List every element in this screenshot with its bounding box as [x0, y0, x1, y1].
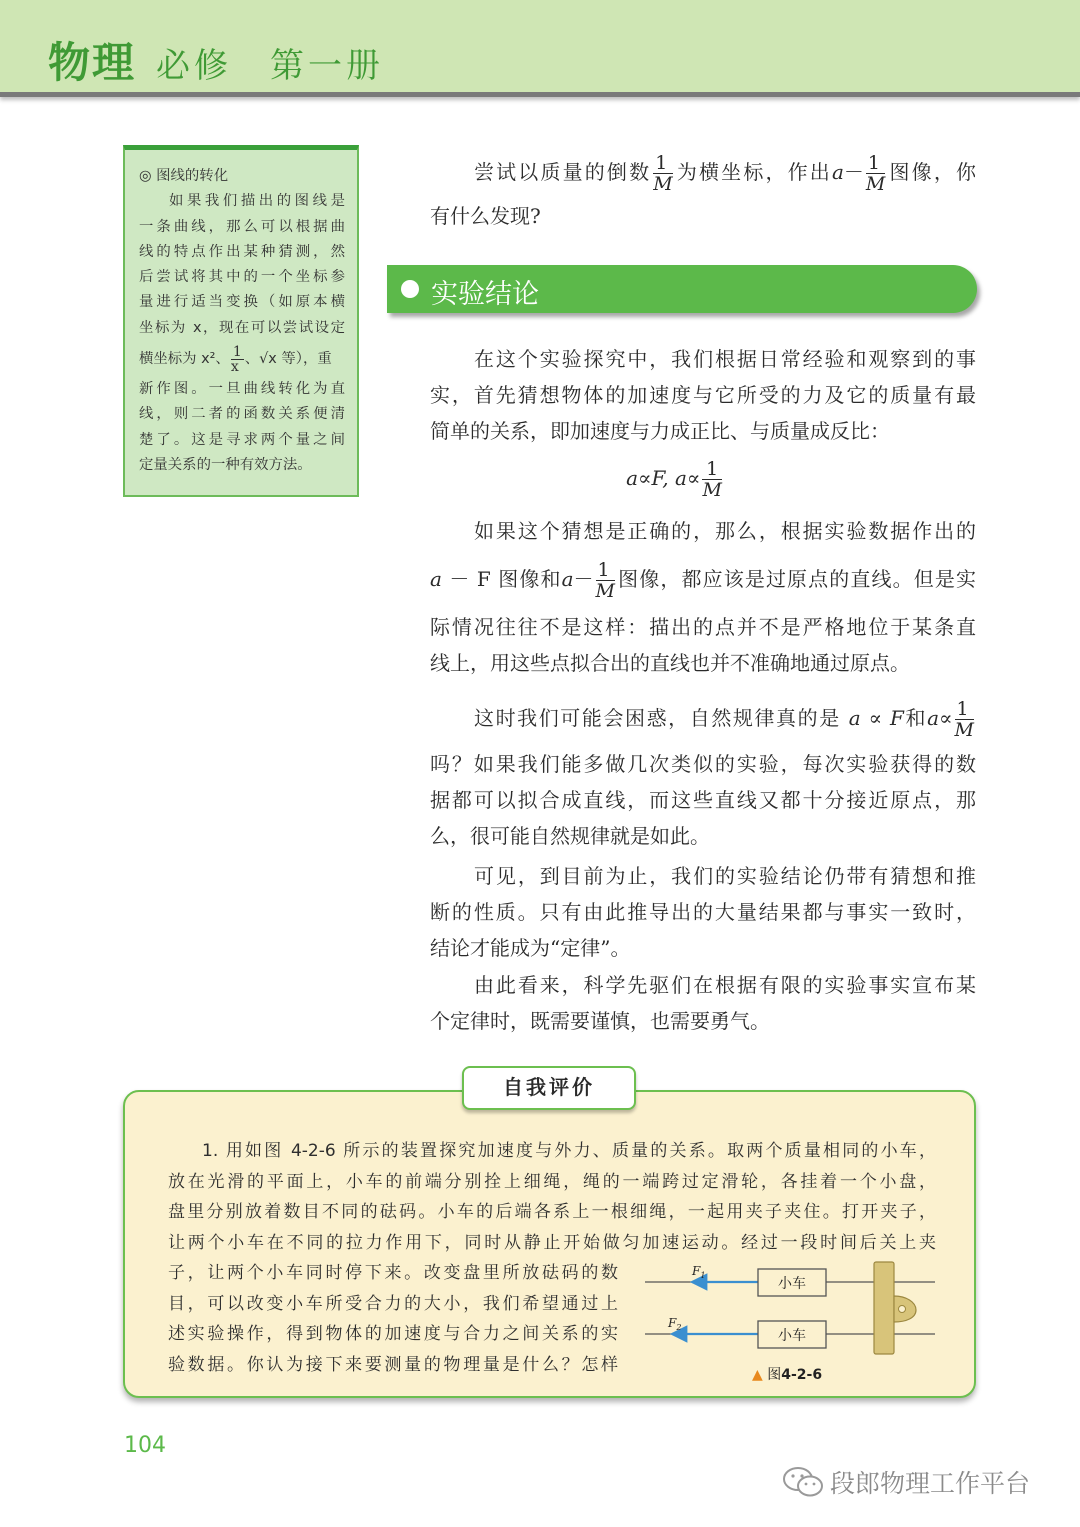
caption-prefix: 图 [767, 1367, 782, 1383]
evaluation-question-text [168, 1136, 936, 1258]
force-2-label [667, 1316, 681, 1332]
text-run: － F 图像和 [441, 567, 562, 591]
conclusion-paragraph-1 [430, 341, 976, 507]
fraction-numerator: 1 [596, 560, 615, 581]
conclusion-paragraph-2 [430, 513, 976, 681]
text-line [430, 690, 976, 746]
book-volume: 必修 第一册 [156, 46, 384, 86]
fraction-denominator: M [595, 580, 615, 602]
text-line: 结论才能成为“定律”。 [430, 936, 631, 960]
text-line: 可见，到目前为止，我们的实验结论仍带有猜想和推 [474, 864, 976, 888]
side-note-line: 坐标为 x，现在可以尝试设定 [139, 319, 345, 336]
watermark [782, 1462, 1052, 1502]
bullet-dot-icon [401, 280, 419, 298]
conclusion-paragraph-4 [430, 858, 976, 966]
fraction [596, 560, 615, 601]
side-note-line: 楚了。这是寻求两个量之间 [139, 431, 345, 448]
text-line: 放在光滑的平面上，小车的前端分别拴上细绳，绳的一端跨过定滑轮，各挂着一个小盘， [168, 1171, 936, 1192]
force-1-label [691, 1264, 705, 1280]
caption-triangle-icon: ▲ [752, 1367, 763, 1383]
text-line: 如果这个猜想是正确的，那么，根据实验数据作出的 [474, 519, 976, 543]
text-run: 图像，你 [887, 160, 976, 184]
text-line: 盘里分别放着数目不同的砝码。小车的后端各系上一根细绳，一起用夹子夹住。打开夹子， [168, 1202, 936, 1222]
fraction-numerator: 1 [955, 699, 974, 720]
evaluation-question-text-continued [168, 1258, 618, 1380]
force-2-subscript: 2 [676, 1323, 682, 1332]
text-line: 断的性质。只有由此推导出的大量结果都与事实一致时， [430, 900, 976, 924]
text-run: － [573, 567, 594, 591]
conclusion-paragraph-3 [430, 690, 976, 854]
text-line: 子，让两个小车同时停下来。改变盘里所放砝码的数 [168, 1263, 618, 1283]
side-note-title: ◎ 图线的转化 [139, 168, 229, 184]
text-line: 线上，用这些点拟合出的直线也并不准确地通过原点。 [430, 651, 910, 675]
side-note-line: 量进行适当变换（如原本横 [139, 294, 345, 311]
side-note-line: 后尝试将其中的一个坐标参 [139, 269, 345, 286]
text-line: 1. 用如图 4-2-6 所示的装置探究加速度与外力、质量的关系。取两个质量相同的小车， [202, 1141, 936, 1161]
figure-caption [752, 1364, 822, 1384]
self-evaluation-title: 自我评价 [462, 1066, 636, 1110]
math-symbol: a [561, 567, 574, 591]
page-header [0, 0, 1080, 97]
text-line: 由此看来，科学先驱们在根据有限的实验事实宣布某 [474, 973, 976, 997]
side-note-line: 新作图。一旦曲线转化为直 [139, 381, 345, 398]
math-symbol: a [430, 567, 442, 591]
side-note-text: 、√x 等），重 [244, 351, 332, 368]
text-line: 个定律时，既需要谨慎，也需要勇气。 [430, 1009, 770, 1033]
force-2-symbol: F [668, 1316, 677, 1330]
fraction-denominator: M [702, 479, 722, 501]
fraction-denominator: x [230, 358, 239, 375]
fraction-denominator: M [865, 173, 886, 195]
fraction [702, 459, 721, 500]
fraction-denominator: M [954, 719, 975, 741]
formula [430, 449, 976, 507]
force-1-subscript: 1 [700, 1271, 706, 1280]
fraction [866, 153, 885, 194]
side-note-line: 一条曲线，那么可以根据曲 [139, 218, 345, 235]
text-line [430, 150, 976, 194]
fraction-numerator: 1 [232, 343, 242, 360]
book-subject: 物理 [48, 38, 137, 87]
text-line: 据都可以拟合成直线，而这些直线又都十分接近原点，那 [430, 788, 976, 812]
text-line [430, 549, 976, 609]
text-run: 尝试以质量的倒数 [474, 160, 652, 184]
side-note-formula-line [139, 341, 345, 377]
text-line: 让两个小车在不同的拉力作用下，同时从静止开始做匀加速运动。经过一段时间后关上夹 [168, 1232, 936, 1253]
math-symbol: a ∝ F [840, 706, 904, 730]
clamp-icon [874, 1262, 894, 1354]
clamp-hole [899, 1306, 906, 1313]
side-note-line: 线的特点作出某种猜测，然 [139, 243, 345, 260]
text-run: 为横坐标，作出 [674, 160, 832, 184]
text-line: 实，首先猜想物体的加速度与它所受的力及它的质量有最 [430, 383, 976, 407]
math-symbol: a∝ [927, 706, 953, 730]
cart-2-label: 小车 [778, 1328, 806, 1344]
intro-paragraph [430, 150, 976, 234]
text-line: 际情况往往不是这样：描出的点并不是严格地位于某条直 [430, 615, 976, 639]
section-title: 实验结论 [431, 279, 539, 310]
text-line: 有什么发现? [430, 204, 541, 228]
text-line: 简单的关系，即加速度与力成正比、与质量成反比： [430, 419, 890, 443]
text-run: 图像，都应该是过原点的直线。但是实 [617, 567, 976, 591]
side-note-line: 定量关系的一种有效方法。 [139, 456, 312, 473]
text-run: － [843, 160, 864, 184]
formula-text: a∝F, a∝ [626, 466, 701, 490]
fraction [955, 699, 974, 740]
side-note-fraction [231, 345, 244, 374]
section-heading [387, 265, 977, 313]
side-note-line: 线，则二者的函数关系便清 [139, 406, 345, 423]
watermark-text: 段郎物理工作平台 [830, 1469, 1031, 1498]
force-1-symbol: F [692, 1264, 701, 1278]
fraction-numerator: 1 [702, 459, 721, 480]
text-line: 吗？如果我们能多做几次类似的实验，每次实验获得的数 [430, 752, 976, 776]
fraction-denominator: M [653, 173, 673, 195]
text-line: 验数据。你认为接下来要测量的物理量是什么？怎样 [168, 1354, 618, 1375]
wechat-logo-icon [782, 1466, 824, 1498]
side-note [123, 145, 359, 497]
caption-number: 4-2-6 [781, 1367, 823, 1383]
text-run: 这时我们可能会困惑，自然规律真的是 [474, 706, 841, 730]
conclusion-paragraph-5 [430, 967, 976, 1039]
text-line: 么，很可能自然规律就是如此。 [430, 824, 710, 848]
page-number: 104 [124, 1433, 166, 1458]
text-line: 在这个实验探究中，我们根据日常经验和观察到的事 [474, 347, 976, 371]
fraction [653, 153, 672, 194]
side-note-text: 横坐标为 x²、 [139, 351, 230, 368]
cart-1-label: 小车 [778, 1276, 806, 1292]
side-note-line: 如果我们描出的图线是 [169, 193, 345, 210]
fraction-numerator: 1 [866, 153, 885, 174]
text-line: 述实验操作，得到物体的加速度与合力之间关系的实 [168, 1324, 618, 1344]
text-run: 和 [903, 706, 928, 730]
text-line: 目，可以改变小车所受合力的大小，我们希望通过上 [168, 1293, 618, 1314]
math-symbol: a [831, 160, 844, 184]
fraction-numerator: 1 [653, 153, 672, 174]
